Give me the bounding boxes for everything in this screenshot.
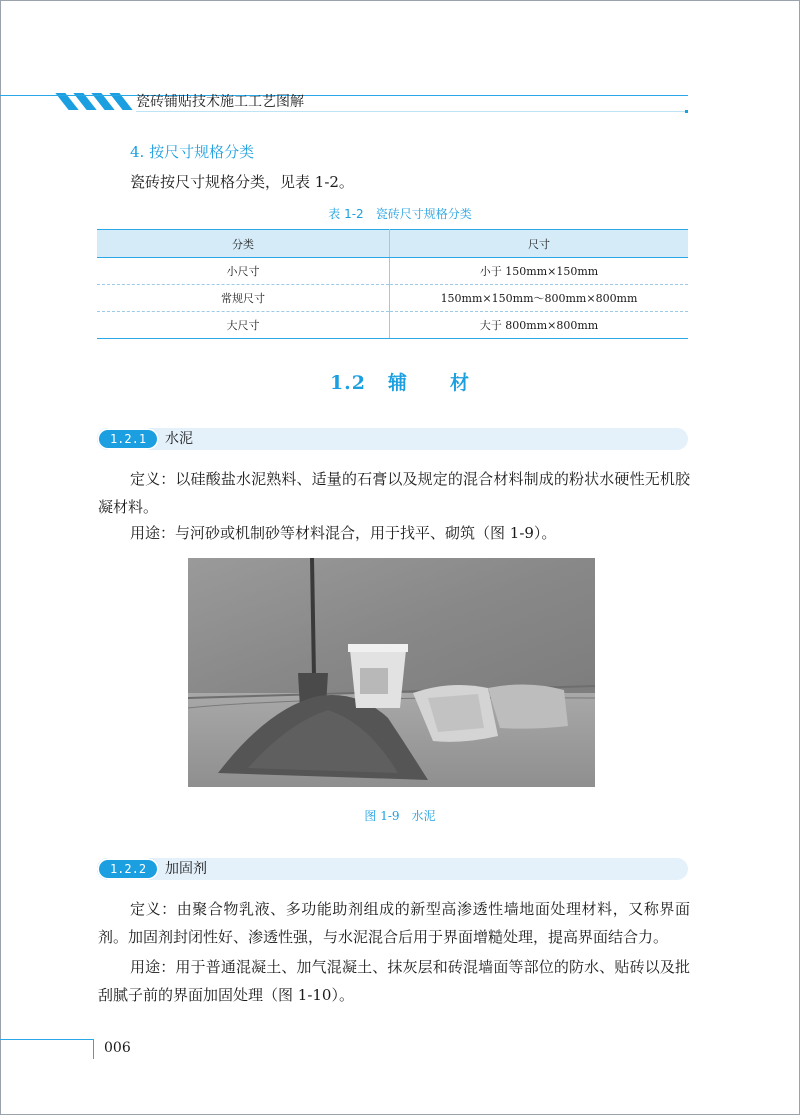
section-number: 1.2 bbox=[329, 372, 367, 394]
footer-rule-vertical bbox=[93, 1039, 94, 1059]
subsection-bar-cement bbox=[97, 428, 688, 450]
section-title-char: 辅 bbox=[388, 372, 409, 394]
page-number: 006 bbox=[104, 1040, 131, 1056]
reinforcer-definition: 定义：由聚合物乳液、多功能助剂组成的新型高渗透性墙地面处理材料，又称界面剂。加固剂封闭性好、渗透性强，与水泥混合后用于界面增糙处理，提高界面结合力。 bbox=[98, 900, 690, 946]
subsection-title: 加固剂 bbox=[165, 861, 207, 877]
table-cell-size: 小于 150mm×150mm bbox=[390, 258, 689, 285]
section-title bbox=[0, 368, 800, 395]
table-header-row bbox=[97, 230, 688, 258]
header-underline bbox=[136, 111, 688, 112]
table-cell-category: 大尺寸 bbox=[97, 312, 390, 339]
table-row bbox=[97, 312, 688, 339]
header-rule bbox=[0, 95, 688, 96]
table-cell-category: 小尺寸 bbox=[97, 258, 390, 285]
subsection-intro: 瓷砖按尺寸规格分类，见表 1-2。 bbox=[130, 173, 354, 191]
size-spec-table bbox=[97, 229, 688, 339]
subsection-heading: 4. 按尺寸规格分类 bbox=[130, 143, 255, 161]
header-title: 瓷砖铺贴技术施工工艺图解 bbox=[136, 94, 304, 110]
cement-definition: 定义：以硅酸盐水泥熟料、适量的石膏以及规定的混合材料制成的粉状水硬性无机胶凝材料。 bbox=[98, 470, 690, 516]
footer-rule bbox=[0, 1039, 93, 1040]
subsection-number: 1.2.1 bbox=[97, 428, 159, 450]
table-caption: 表 1-2 瓷砖尺寸规格分类 bbox=[328, 207, 472, 221]
subsection-number: 1.2.2 bbox=[97, 858, 159, 880]
table-cell-category: 常规尺寸 bbox=[97, 285, 390, 312]
cement-usage: 用途：与河砂或机制砂等材料混合，用于找平、砌筑（图 1-9）。 bbox=[130, 524, 557, 542]
column-header: 分类 bbox=[97, 230, 390, 258]
subsection-title: 水泥 bbox=[165, 431, 193, 447]
table-row bbox=[97, 285, 688, 312]
table-cell-size: 150mm×150mm～800mm×800mm bbox=[390, 285, 689, 312]
cement-photo bbox=[188, 558, 595, 787]
figure-caption: 图 1-9 水泥 bbox=[364, 809, 436, 823]
header-dot bbox=[685, 110, 688, 113]
reinforcer-usage: 用途：用于普通混凝土、加气混凝土、抹灰层和砖混墙面等部位的防水、贴砖以及批刮腻子前的界面加固处理（图 1-10）。 bbox=[98, 958, 690, 1004]
table-row bbox=[97, 258, 688, 285]
subsection-bar-reinforcer bbox=[97, 858, 688, 880]
cement-photo-illustration bbox=[188, 558, 595, 787]
column-header: 尺寸 bbox=[390, 230, 689, 258]
table-cell-size: 大于 800mm×800mm bbox=[390, 312, 689, 339]
section-title-char: 材 bbox=[450, 372, 471, 394]
